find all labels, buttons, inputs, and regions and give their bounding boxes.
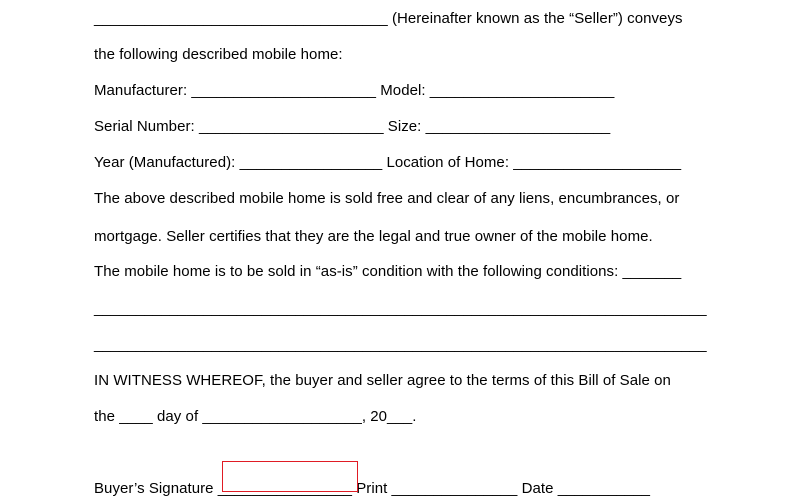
conditions-blank-line-1: _________________________________________________________________________ — [94, 300, 707, 317]
liens-statement-line: The above described mobile home is sold free and clear of any liens, encumbrances, or — [94, 190, 680, 207]
date-line: the ____ day of ___________________, 20___. — [94, 408, 417, 425]
ownership-statement-line: mortgage. Seller certifies that they are the legal and true owner of the mobile home. — [94, 228, 653, 245]
buyer-signature-field[interactable] — [222, 461, 358, 492]
manufacturer-model-line: Manufacturer: ______________________ Model: ______________________ — [94, 82, 615, 99]
serial-size-line: Serial Number: ______________________ Size: ______________________ — [94, 118, 611, 135]
as-is-conditions-line: The mobile home is to be sold in “as-is” condition with the following conditions: _______ — [94, 263, 682, 280]
seller-line: ___________________________________ (Hereinafter known as the “Seller”) conveys — [94, 10, 683, 27]
conditions-blank-line-2: _________________________________________________________________________ — [94, 336, 707, 353]
description-intro-line: the following described mobile home: — [94, 46, 343, 63]
witness-whereof-line: IN WITNESS WHEREOF, the buyer and seller agree to the terms of this Bill of Sale on — [94, 372, 671, 389]
year-location-line: Year (Manufactured): _________________ Location of Home: ____________________ — [94, 154, 682, 171]
buyer-signature-line: Buyer’s Signature ________________ Print _______________ Date ___________ — [94, 480, 651, 497]
